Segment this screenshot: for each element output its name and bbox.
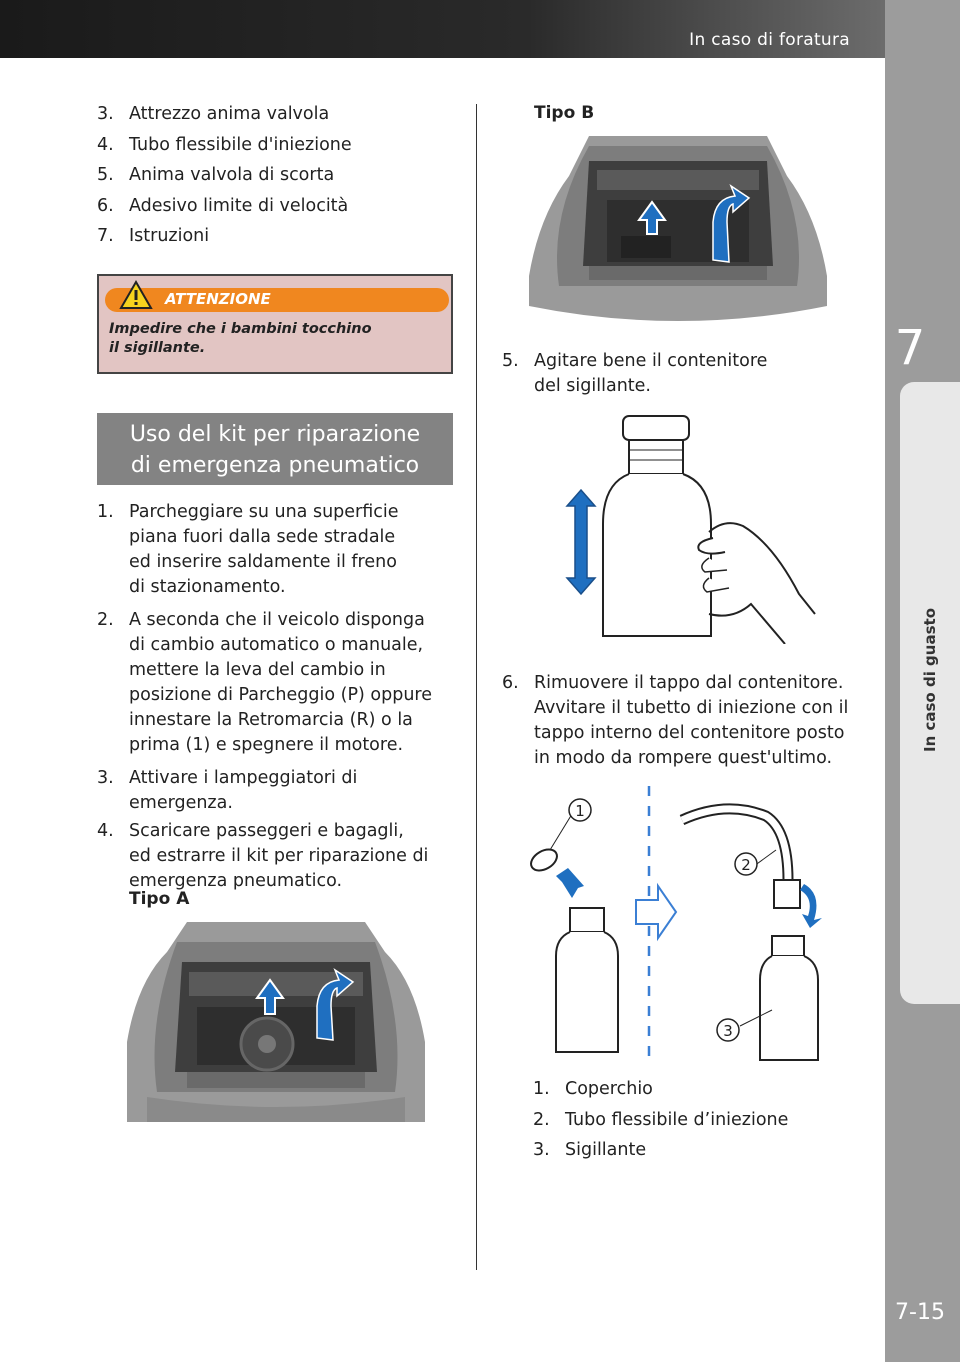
car-trunk-type-a-illustration [127, 922, 425, 1122]
warning-box [97, 274, 453, 374]
warning-title: ATTENZIONE [165, 290, 271, 308]
step-item: 2. A seconda che il veicolo disponga di cambio automatico o manuale, mettere la leva del cambio in posizione di Parcheggio (P) oppure innestare la Retromarcia (R) o la prima (1) e spegnere il motore. [97, 610, 432, 755]
list-item: 5. Anima valvola di scorta [97, 165, 335, 185]
sealant-assembly-illustration [526, 780, 832, 1070]
callout-3-label: 3 [723, 1022, 733, 1040]
warning-text: Impedire che i bambini tocchino il sigillante. [109, 321, 372, 356]
warning-header [105, 288, 449, 312]
list-item: 3. Attrezzo anima valvola [97, 104, 330, 124]
step-item: 5. Agitare bene il contenitore del sigillante. [502, 351, 768, 396]
callout-1-label: 1 [575, 802, 585, 820]
figure-legend [533, 1077, 873, 1163]
tipo-b-label: Tipo B [534, 103, 595, 123]
list-item: 4. Tubo flessibile d'iniezione [97, 134, 352, 155]
legend-item: 3. Sigillante [533, 1140, 647, 1160]
step-item: 6. Rimuovere il tappo dal contenitore. Avvitare il tubetto di iniezione con il tappo interno del contenitore posto in modo da rompere quest'ultimo. [502, 673, 849, 768]
step-5 [502, 349, 872, 399]
legend-item: 2. Tubo flessibile d’iniezione [533, 1109, 789, 1130]
chapter-number: 7 [894, 320, 926, 376]
section-header [97, 413, 453, 485]
steps-list [97, 500, 459, 894]
step-6 [502, 671, 882, 771]
header-title: In caso di foratura [689, 30, 850, 50]
kit-contents-list [97, 102, 457, 249]
car-trunk-type-b-illustration [529, 136, 827, 336]
column-divider [476, 104, 477, 1270]
step-item: 3. Attivare i lampeggiatori di emergenza. [97, 768, 358, 813]
header-bar [0, 0, 960, 58]
chapter-label: In caso di guasto [921, 608, 939, 752]
callout-2-label: 2 [741, 856, 751, 874]
tipo-a-label: Tipo A [129, 889, 190, 909]
list-item: 7. Istruzioni [97, 226, 210, 246]
step-item: 4. Scaricare passeggeri e bagagli, ed estrarre il kit per riparazione di emergenza pneumatico. [97, 821, 429, 891]
bottle-shake-illustration [537, 414, 827, 644]
list-item: 6. Adesivo limite di velocità [97, 195, 349, 216]
warning-icon [119, 280, 153, 310]
legend-item: 1. Coperchio [533, 1079, 653, 1099]
section-title: Uso del kit per riparazione di emergenza pneumatico [129, 422, 421, 478]
page-number: 7-15 [895, 1300, 945, 1325]
step-item: 1. Parcheggiare su una superficie piana fuori dalla sede stradale ed inserire saldamente il freno di stazionamento. [97, 502, 399, 597]
